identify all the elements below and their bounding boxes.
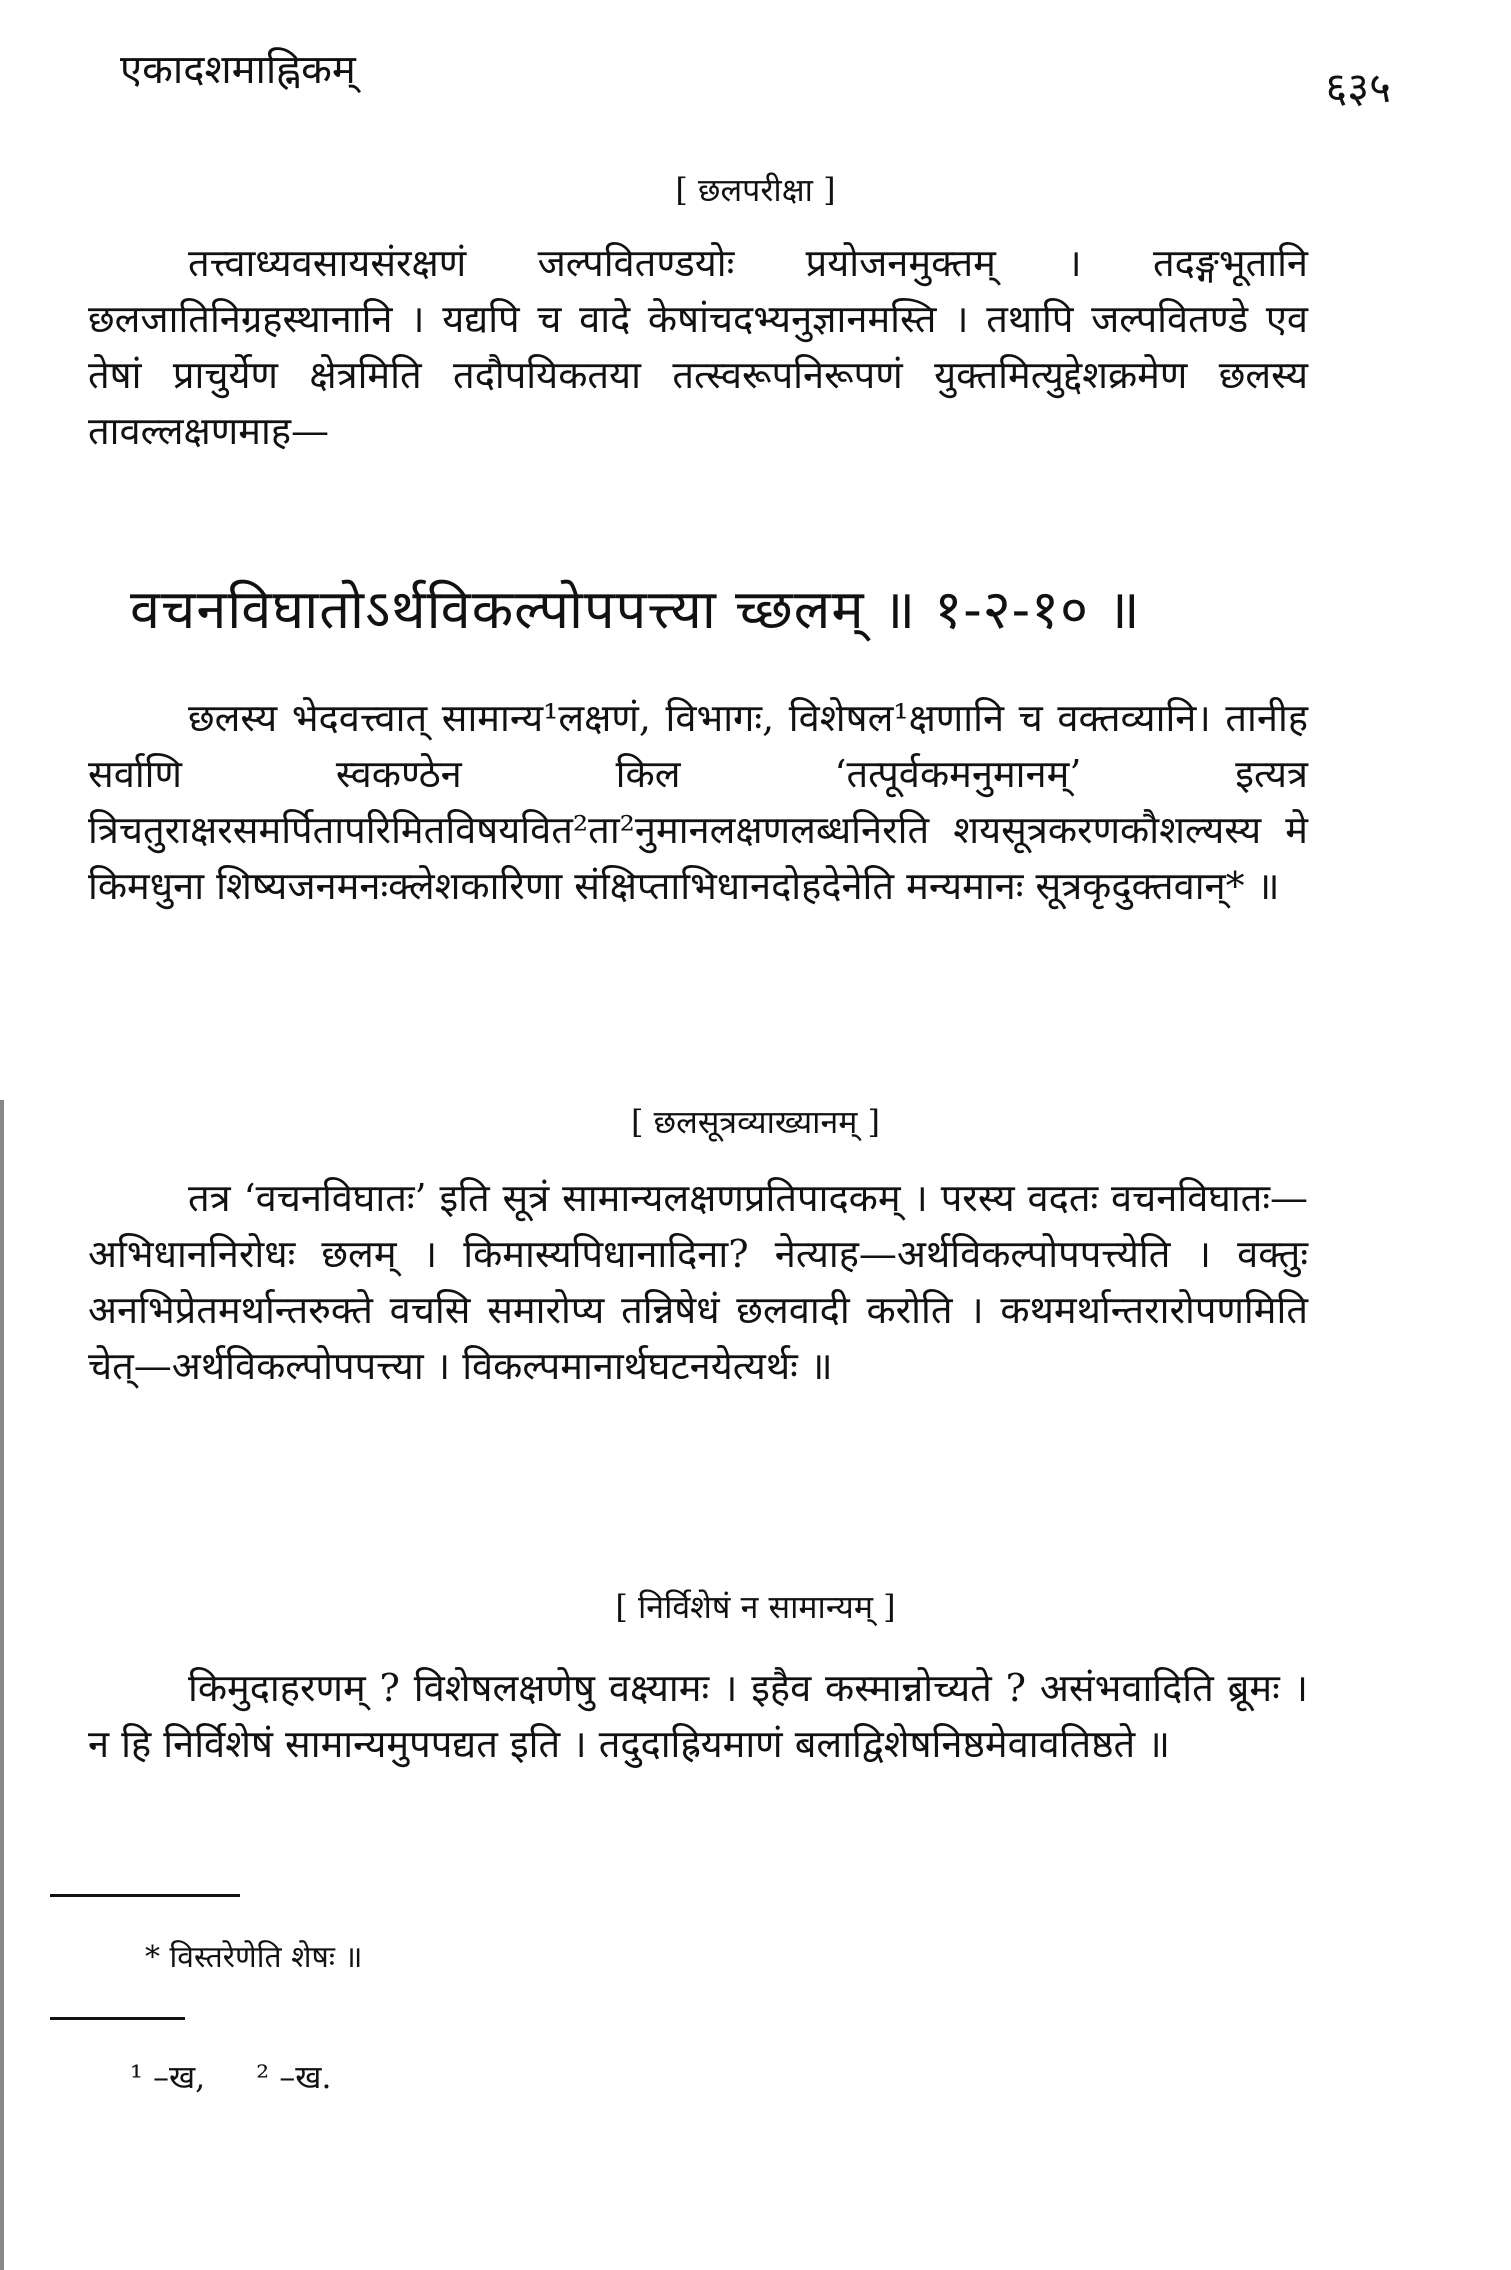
section-heading-nirvishesha: [ निर्विशेषं न सामान्यम् ]	[615, 1588, 896, 1626]
scan-edge-mark	[0, 1100, 4, 2270]
section-heading-chalapariksha: [ छलपरीक्षा ]	[675, 171, 836, 209]
section-heading-chalasutra: [ छलसूत्रव्याख्यानम् ]	[631, 1103, 880, 1141]
footnote-rule-1	[50, 1894, 240, 1897]
paragraph-commentary-3: किमुदाहरणम् ? विशेषलक्षणेषु वक्ष्यामः । इहैव कस्मान्नोच्यते ? असंभवादिति ब्रूमः । न हि निर्विशेषं सामान्यमुपपद्यत इति । तदुदाह्रियमाणं बलाद्विशेषनिष्ठमेवावतिष्ठते ॥	[88, 1666, 1308, 1766]
footnote: * विस्तरेणेति शेषः ॥	[145, 1940, 363, 1975]
page-number: ६३५	[1325, 63, 1391, 112]
paragraph-commentary-1: छलस्य भेदवत्त्वात् सामान्य¹लक्षणं, विभागः, विशेषल¹क्षणानि च वक्तव्यानि। तानीह सर्वाणि स्वकण्ठेन किल ‘तत्पूर्वकमनुमानम्’ इत्यत्र त्रिचतुराक्षरसमर्पितापरिमितविषयवित²ता²नुमानलक्षणलब्धनिरति शयसूत्रकरणकौशल्यस्य मे किमधुना शिष्यजनमनःक्लेशकारिणा संक्षिप्ताभिधानदोहदेनेति मन्यमानः सूत्रकृदुक्तवान्* ॥	[88, 696, 1308, 908]
footnote-rule-2	[50, 2017, 185, 2020]
running-head: एकादशमाह्निकम्	[120, 47, 356, 93]
paragraph-commentary-2: तत्र ‘वचनविघातः’ इति सूत्रं सामान्यलक्षणप्रतिपादकम् । परस्य वदतः वचनविघातः—अभिधाननिरोधः छलम् । किमास्यपिधानादिना? नेत्याह—अर्थविकल्पोपपत्त्येति । वक्तुः अनभिप्रेतमर्थान्तरुक्ते वचसि समारोप्य तन्निषेधं छलवादी करोति । कथमर्थान्तरारोपणमिति चेत्—अर्थविकल्पोपपत्त्या । विकल्पमानार्थघटनयेत्यर्थः ॥	[88, 1176, 1308, 1388]
sutra-verse: वचनविघातोऽर्थविकल्पोपपत्त्या च्छलम् ॥ १-२-१० ॥	[130, 578, 1141, 641]
variant-readings: ¹ –ख, ² –ख.	[130, 2058, 332, 2096]
paragraph-intro: तत्त्वाध्यवसायसंरक्षणं जल्पवितण्डयोः प्रयोजनमुक्तम् । तदङ्गभूतानि छलजातिनिग्रहस्थानानि । यद्यपि च वादे केषांचदभ्यनुज्ञानमस्ति । तथापि जल्पवितण्डे एव तेषां प्राचुर्येण क्षेत्रमिति तदौपयिकतया तत्स्वरूपनिरूपणं युक्तमित्युद्देशक्रमेण छलस्य तावल्लक्षणमाह—	[88, 241, 1308, 453]
